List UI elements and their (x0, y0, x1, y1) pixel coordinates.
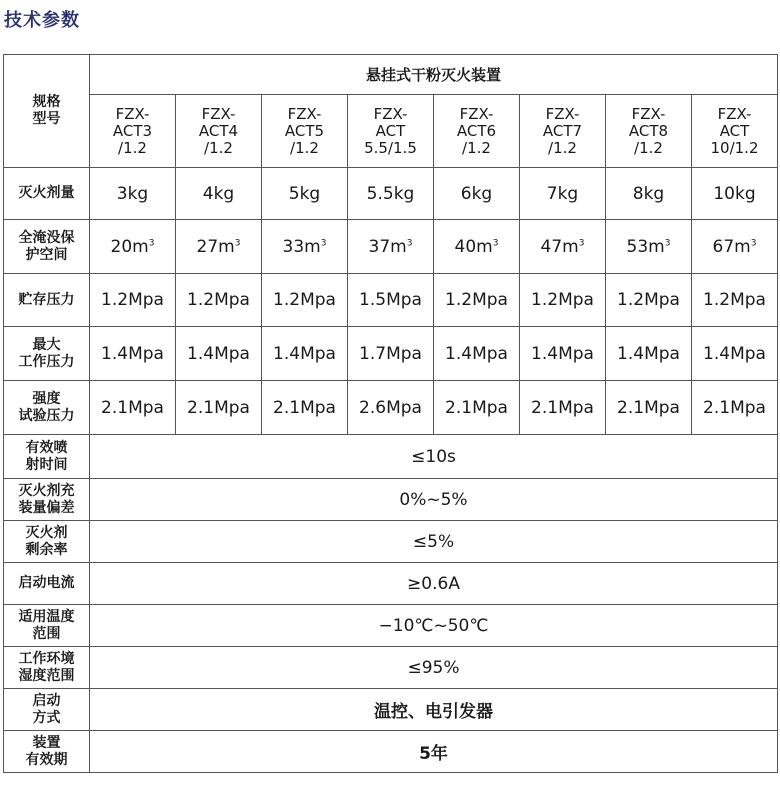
table-row (4, 563, 778, 605)
row-label: 工作环境 湿度范围 (4, 647, 90, 689)
value-cell: 2.1Mpa (90, 381, 176, 435)
value-cell: 1.5Mpa (348, 274, 434, 327)
model-cell: FZX- ACT7 /1.2 (520, 95, 606, 168)
group-label: 悬挂式干粉灭火装置 (90, 55, 778, 95)
value-cell: 7kg (520, 168, 606, 220)
table-header-row (4, 55, 778, 95)
span-value-cell: 0%~5% (90, 479, 778, 521)
value-cell: 2.1Mpa (262, 381, 348, 435)
row-label: 适用温度 范围 (4, 605, 90, 647)
value-cell: $33m^3$ (262, 220, 348, 274)
unit-superscript: 3 (320, 237, 327, 248)
value-cell: 1.7Mpa (348, 327, 434, 381)
span-value-cell: ≤95% (90, 647, 778, 689)
value-cell: 3kg (90, 168, 176, 220)
row-label: 全淹没保 护空间 (4, 220, 90, 274)
table-row (4, 168, 778, 220)
value-cell: 8kg (606, 168, 692, 220)
value-cell: 6kg (434, 168, 520, 220)
row-label: 启动电流 (4, 563, 90, 605)
model-row (4, 95, 778, 168)
value-cell: 1.2Mpa (606, 274, 692, 327)
value-cell: 2.1Mpa (692, 381, 778, 435)
table-row (4, 605, 778, 647)
value-cell: 1.4Mpa (606, 327, 692, 381)
value-cell: 1.4Mpa (520, 327, 606, 381)
table-row (4, 381, 778, 435)
value-cell: 1.4Mpa (692, 327, 778, 381)
row-label: 装置 有效期 (4, 731, 90, 773)
value-cell: $40m^3$ (434, 220, 520, 274)
unit-superscript: 3 (148, 237, 155, 248)
model-cell: FZX- ACT 5.5/1.5 (348, 95, 434, 168)
span-value-cell: 5年 (90, 731, 778, 773)
span-value-cell: ≥0.6A (90, 563, 778, 605)
page-title: 技术参数 (4, 10, 80, 31)
value-cell: 2.1Mpa (606, 381, 692, 435)
value-cell: 1.4Mpa (434, 327, 520, 381)
table-row (4, 647, 778, 689)
span-value-cell: ≤5% (90, 521, 778, 563)
row-label: 灭火剂量 (4, 168, 90, 220)
value-cell: 1.2Mpa (434, 274, 520, 327)
value-cell: $27m^3$ (176, 220, 262, 274)
table-row (4, 479, 778, 521)
value-cell: $47m^3$ (520, 220, 606, 274)
unit-superscript: 3 (406, 237, 413, 248)
value-cell: 5.5kg (348, 168, 434, 220)
span-value-cell: ≤10s (90, 435, 778, 479)
table-row (4, 521, 778, 563)
span-value-cell: 温控、电引发器 (90, 689, 778, 731)
spec-table (3, 54, 778, 773)
unit-superscript: 3 (750, 237, 757, 248)
table-row (4, 689, 778, 731)
value-cell: $37m^3$ (348, 220, 434, 274)
model-cell: FZX- ACT6 /1.2 (434, 95, 520, 168)
row-label: 灭火剂 剩余率 (4, 521, 90, 563)
value-cell: 1.4Mpa (262, 327, 348, 381)
value-cell: $67m^3$ (692, 220, 778, 274)
row-label: 贮存压力 (4, 274, 90, 327)
row-label: 有效喷 射时间 (4, 435, 90, 479)
spec-table-body (4, 55, 778, 773)
model-cell: FZX- ACT5 /1.2 (262, 95, 348, 168)
value-cell: 1.2Mpa (176, 274, 262, 327)
row-label: 最大 工作压力 (4, 327, 90, 381)
model-cell: FZX- ACT 10/1.2 (692, 95, 778, 168)
table-row (4, 220, 778, 274)
value-cell: 2.1Mpa (176, 381, 262, 435)
value-cell: 1.4Mpa (176, 327, 262, 381)
value-cell: 2.1Mpa (520, 381, 606, 435)
table-row (4, 274, 778, 327)
value-cell: 1.2Mpa (520, 274, 606, 327)
unit-superscript: 3 (664, 237, 671, 248)
table-row (4, 435, 778, 479)
row-label: 强度 试验压力 (4, 381, 90, 435)
corner-label: 规格 型号 (4, 55, 90, 168)
value-cell: 1.2Mpa (692, 274, 778, 327)
value-cell: 2.6Mpa (348, 381, 434, 435)
span-value-cell: −10℃~50℃ (90, 605, 778, 647)
unit-superscript: 3 (492, 237, 499, 248)
unit-superscript: 3 (234, 237, 241, 248)
model-cell: FZX- ACT4 /1.2 (176, 95, 262, 168)
value-cell: 4kg (176, 168, 262, 220)
model-cell: FZX- ACT8 /1.2 (606, 95, 692, 168)
value-cell: $53m^3$ (606, 220, 692, 274)
model-cell: FZX- ACT3 /1.2 (90, 95, 176, 168)
value-cell: 5kg (262, 168, 348, 220)
row-label: 启动 方式 (4, 689, 90, 731)
row-label: 灭火剂充 装量偏差 (4, 479, 90, 521)
value-cell: 10kg (692, 168, 778, 220)
table-row (4, 731, 778, 773)
table-row (4, 327, 778, 381)
value-cell: $20m^3$ (90, 220, 176, 274)
unit-superscript: 3 (578, 237, 585, 248)
value-cell: 1.2Mpa (262, 274, 348, 327)
value-cell: 2.1Mpa (434, 381, 520, 435)
value-cell: 1.4Mpa (90, 327, 176, 381)
value-cell: 1.2Mpa (90, 274, 176, 327)
